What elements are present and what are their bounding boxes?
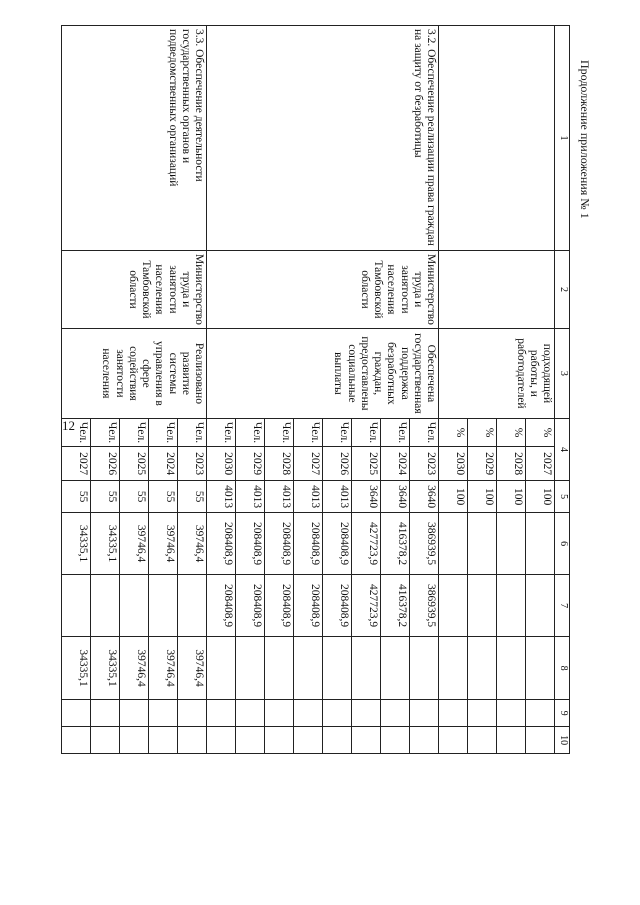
year-cell: 2026 [91,447,120,481]
amount-total: 208408,9 [265,513,294,575]
column-number: 5 [555,481,570,513]
event-name: 3.3. Обеспечение деятельности государственных органов и подведомственных организаций [62,26,207,251]
event-name: 3.2. Обеспечение реализации права граждан на защиту от безработицы [207,26,439,251]
amount-col7: 208408,9 [207,575,236,637]
column-number: 7 [555,575,570,637]
event-name [439,26,555,251]
indicator-value: 55 [149,481,178,513]
unit-cell: Чел. [265,418,294,446]
amount-col9 [91,700,120,727]
amount-total [497,513,526,575]
amount-col9 [62,700,91,727]
amount-col8 [323,637,352,700]
amount-col9 [381,700,410,727]
column-number: 1 [555,26,570,251]
unit-cell: Чел. [381,418,410,446]
year-cell: 2024 [381,447,410,481]
amount-col10 [526,727,555,754]
year-cell: 2030 [207,447,236,481]
appendix-caption: Продолжение приложения № 1 [578,60,592,219]
amount-col8: 39746,4 [149,637,178,700]
amount-col9 [236,700,265,727]
result-description: подходящей работы, и работодателей [439,328,555,418]
indicator-value: 4013 [236,481,265,513]
amount-total: 427723,9 [352,513,381,575]
unit-cell: Чел. [294,418,323,446]
year-cell: 2029 [468,447,497,481]
table-row [526,26,555,754]
amount-col10 [149,727,178,754]
amount-col8 [207,637,236,700]
unit-cell: % [526,418,555,446]
indicator-value: 100 [439,481,468,513]
year-cell: 2024 [149,447,178,481]
column-number: 2 [555,251,570,329]
amount-total: 208408,9 [207,513,236,575]
amount-col10 [62,727,91,754]
year-cell: 2028 [497,447,526,481]
amount-col10 [120,727,149,754]
indicator-value: 100 [468,481,497,513]
year-cell: 2027 [62,447,91,481]
amount-col7 [468,575,497,637]
amount-col9 [120,700,149,727]
amount-col9 [526,700,555,727]
amount-col9 [323,700,352,727]
amount-col10 [439,727,468,754]
amount-col10 [381,727,410,754]
amount-col8: 34335,1 [91,637,120,700]
amount-col8 [236,637,265,700]
amount-col10 [352,727,381,754]
amount-col8 [468,637,497,700]
unit-cell: Чел. [120,418,149,446]
year-cell: 2025 [120,447,149,481]
responsible-executor: Министерство труда и занятости населения Тамбовской области [62,251,207,329]
amount-col10 [178,727,207,754]
year-cell: 2027 [294,447,323,481]
amount-col7 [439,575,468,637]
amount-col8 [497,637,526,700]
amount-col7: 208408,9 [236,575,265,637]
amount-col9 [439,700,468,727]
table-header-row [555,26,570,754]
indicator-value: 100 [526,481,555,513]
indicator-value: 55 [120,481,149,513]
amount-col10 [497,727,526,754]
amount-col9 [410,700,439,727]
indicator-value: 4013 [207,481,236,513]
table-row [178,26,207,754]
responsible-executor [439,251,555,329]
appendix-table [61,25,570,754]
amount-col10 [265,727,294,754]
amount-col10 [410,727,439,754]
amount-col7 [91,575,120,637]
indicator-value: 4013 [323,481,352,513]
amount-col7: 386939,5 [410,575,439,637]
column-number: 9 [555,700,570,727]
indicator-value: 3640 [410,481,439,513]
column-number: 10 [555,727,570,754]
unit-cell: Чел. [207,418,236,446]
year-cell: 2025 [352,447,381,481]
amount-col7: 208408,9 [323,575,352,637]
indicator-value: 3640 [381,481,410,513]
amount-total: 416378,2 [381,513,410,575]
unit-cell: Чел. [149,418,178,446]
amount-col9 [352,700,381,727]
amount-col10 [207,727,236,754]
table-row [410,26,439,754]
amount-col7 [149,575,178,637]
amount-col10 [468,727,497,754]
year-cell: 2027 [526,447,555,481]
amount-col8: 39746,4 [178,637,207,700]
amount-col9 [178,700,207,727]
result-description: Обеспечена государственная поддержка безработных граждан, предоставлены социальные выплаты [207,328,439,418]
amount-col7: 416378,2 [381,575,410,637]
amount-total: 386939,5 [410,513,439,575]
unit-cell: Чел. [62,418,91,446]
amount-col10 [236,727,265,754]
amount-col7 [178,575,207,637]
amount-total: 39746,4 [120,513,149,575]
indicator-value: 100 [497,481,526,513]
amount-col9 [497,700,526,727]
unit-cell: Чел. [236,418,265,446]
amount-col9 [294,700,323,727]
year-cell: 2029 [236,447,265,481]
amount-total [439,513,468,575]
unit-cell: Чел. [352,418,381,446]
amount-col7 [497,575,526,637]
amount-col7: 208408,9 [265,575,294,637]
amount-total: 208408,9 [236,513,265,575]
amount-total: 39746,4 [149,513,178,575]
year-cell: 2030 [439,447,468,481]
amount-col7 [120,575,149,637]
column-number: 8 [555,637,570,700]
unit-cell: % [468,418,497,446]
amount-col8: 34335,1 [62,637,91,700]
responsible-executor: Министерство труда и занятости населения Тамбовской области [207,251,439,329]
amount-col8 [294,637,323,700]
amount-total: 208408,9 [294,513,323,575]
result-description: Реализовано развитие системы управления в сфере содействия занятости населения [62,328,207,418]
amount-col10 [294,727,323,754]
unit-cell: % [497,418,526,446]
amount-total: 39746,4 [178,513,207,575]
unit-cell: Чел. [91,418,120,446]
indicator-value: 3640 [352,481,381,513]
amount-col10 [323,727,352,754]
amount-col8 [410,637,439,700]
amount-col7 [526,575,555,637]
amount-col10 [91,727,120,754]
amount-col8 [526,637,555,700]
amount-total: 34335,1 [91,513,120,575]
amount-col9 [149,700,178,727]
year-cell: 2028 [265,447,294,481]
column-number: 6 [555,513,570,575]
indicator-value: 55 [178,481,207,513]
page-number: 12 [62,418,75,433]
amount-col7 [62,575,91,637]
unit-cell: % [439,418,468,446]
indicator-value: 4013 [265,481,294,513]
amount-col9 [207,700,236,727]
indicator-value: 55 [91,481,120,513]
amount-total [468,513,497,575]
amount-col7: 427723,9 [352,575,381,637]
amount-col7: 208408,9 [294,575,323,637]
unit-cell: Чел. [323,418,352,446]
amount-total: 208408,9 [323,513,352,575]
indicator-value: 55 [62,481,91,513]
year-cell: 2023 [178,447,207,481]
year-cell: 2026 [323,447,352,481]
amount-col8 [265,637,294,700]
year-cell: 2023 [410,447,439,481]
amount-col9 [468,700,497,727]
column-number: 3 [555,328,570,418]
column-number: 4 [555,418,570,480]
amount-col9 [265,700,294,727]
amount-col8 [352,637,381,700]
amount-col8: 39746,4 [120,637,149,700]
unit-cell: Чел. [178,418,207,446]
amount-total [526,513,555,575]
amount-col8 [439,637,468,700]
unit-cell: Чел. [410,418,439,446]
indicator-value: 4013 [294,481,323,513]
amount-col8 [381,637,410,700]
amount-total: 34335,1 [62,513,91,575]
